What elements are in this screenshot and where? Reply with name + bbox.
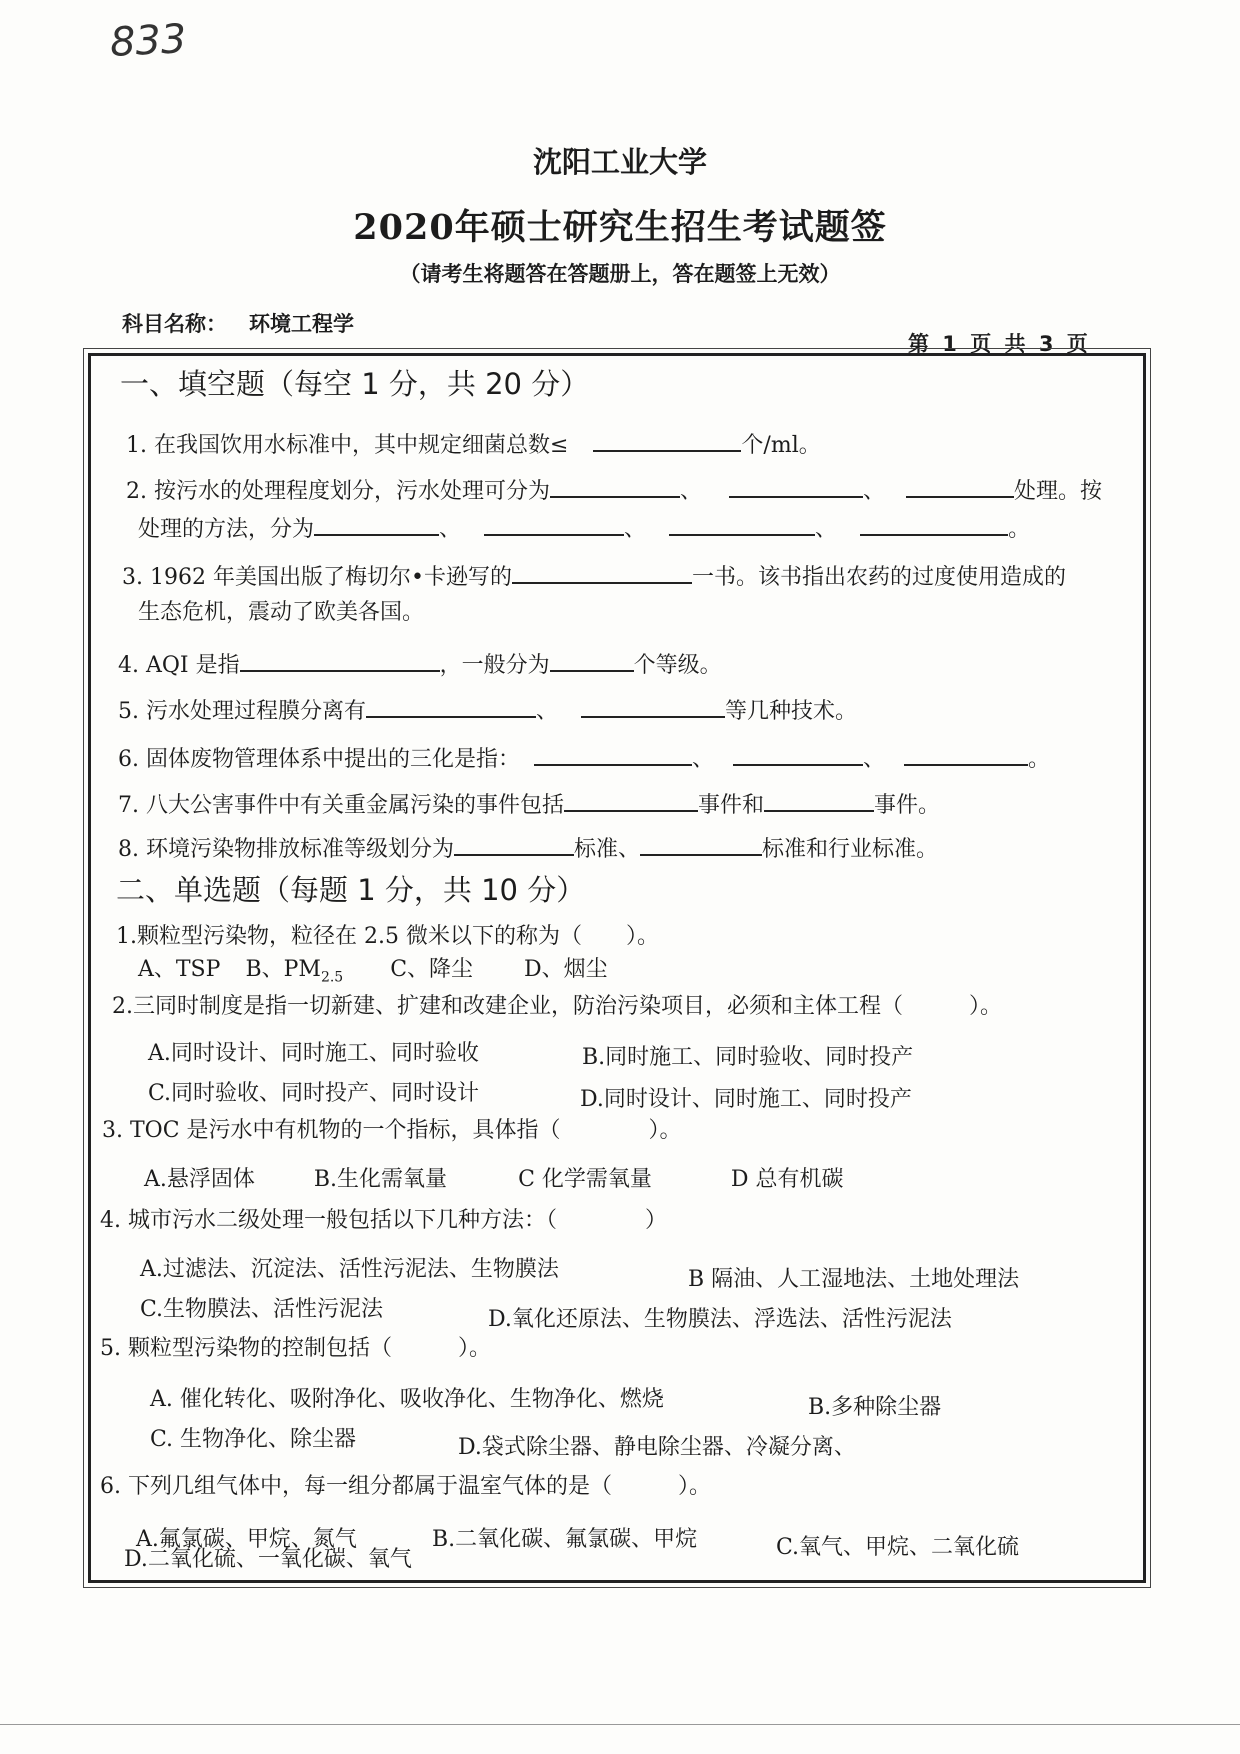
answer-blank	[564, 788, 698, 812]
option-a: A、TSP	[138, 957, 221, 982]
s2q6-option-d: D.二氧化硫、一氧化碳、氧气	[124, 1547, 412, 1572]
s2q2-option-a: A.同时设计、同时施工、同时验收	[148, 1041, 479, 1066]
s1q2-end: 。	[1008, 517, 1031, 542]
s1q6-sep: 、	[863, 747, 886, 772]
answer-blank	[764, 788, 874, 812]
s1q7-text: 7. 八大公害事件中有关重金属污染的事件包括	[118, 793, 564, 818]
subject-value: 环境工程学	[249, 312, 354, 336]
answer-blank	[484, 512, 624, 536]
s2q6-option-c: C.氧气、甲烷、二氧化硫	[776, 1535, 1020, 1560]
s1q2-sep: 、	[680, 479, 703, 504]
university-name: 沈阳工业大学	[532, 145, 707, 179]
s1q4-text: 4. AQI 是指	[118, 653, 240, 678]
s1-question-5	[118, 694, 857, 725]
option-c: C、降尘	[390, 957, 474, 982]
s1q4-text: 个等级。	[633, 653, 722, 678]
s2q4-option-a: A.过滤法、沉淀法、活性污泥法、生物膜法	[140, 1257, 559, 1282]
s1q8-text: 8. 环境污染物排放标准等级划分为	[118, 837, 454, 862]
s1q2-text: 处理的方法，分为	[138, 517, 315, 542]
s1q5-text: 5. 污水处理过程膜分离有	[118, 699, 366, 724]
handwritten-code: 833	[108, 16, 188, 66]
option-d: D、烟尘	[524, 957, 608, 982]
s1-question-7	[118, 788, 940, 819]
s1-question-3-cont: 生态危机，震动了欧美各国。	[138, 600, 425, 625]
answer-blank	[729, 474, 863, 498]
s1q7-text: 事件和	[698, 793, 765, 818]
answer-blank	[454, 832, 574, 856]
s2q3-options	[144, 1162, 844, 1193]
s1q6-sep: 、	[692, 747, 715, 772]
option-c: C 化学需氧量	[518, 1167, 652, 1192]
s1-question-2	[126, 474, 1102, 505]
s1q2-sep: 、	[815, 517, 838, 542]
s1-question-4	[118, 648, 722, 679]
option-a: A.悬浮固体	[144, 1167, 255, 1192]
s2q2-option-b: B.同时施工、同时验收、同时投产	[582, 1045, 914, 1070]
answer-blank	[314, 512, 439, 536]
s1q8-text: 标准、	[574, 837, 641, 862]
s1q6-text: 6. 固体废物管理体系中提出的三化是指：	[118, 747, 520, 772]
s2-question-1: 1.颗粒型污染物，粒径在 2.5 微米以下的称为（ ）。	[116, 924, 659, 949]
s2-question-4: 4. 城市污水二级处理一般包括以下几种方法：（ ）	[100, 1208, 667, 1233]
s1q2-text-end: 处理。按	[1014, 479, 1103, 504]
s1q2-sep: 、	[439, 517, 462, 542]
option-b-subscript: 2.5	[320, 969, 344, 986]
s1-question-8	[118, 832, 938, 863]
s2q5-option-d: D.袋式除尘器、静电除尘器、冷凝分离、	[458, 1435, 856, 1460]
s1q1-unit: 个/ml。	[741, 433, 821, 458]
s1q3-text: 3. 1962 年美国出版了梅切尔•卡逊写的	[122, 565, 512, 590]
s2q1-options	[138, 952, 608, 985]
s1-question-1	[126, 428, 821, 459]
s2q6-option-b: B.二氧化碳、氟氯碳、甲烷	[432, 1527, 698, 1552]
s1q2-text: 2. 按污水的处理程度划分，污水处理可分为	[126, 479, 550, 504]
s2q5-option-c: C. 生物净化、除尘器	[150, 1427, 357, 1452]
option-d: D 总有机碳	[730, 1167, 844, 1192]
answer-blank	[669, 512, 815, 536]
answer-blank	[906, 474, 1014, 498]
subject-label: 科目名称：	[122, 312, 227, 336]
s1-question-3	[122, 560, 1066, 591]
s1q7-text: 事件。	[874, 793, 941, 818]
s1q2-sep: 、	[624, 517, 647, 542]
s2-question-2: 2.三同时制度是指一切新建、扩建和改建企业，防治污染项目，必须和主体工程（ ）。	[112, 994, 1002, 1019]
s1-question-2-cont	[138, 512, 1030, 543]
s1q1-text: 1. 在我国饮用水标准中，其中规定细菌总数≤	[126, 433, 569, 458]
s1-question-6	[118, 742, 1050, 773]
exam-note: （请考生将题答在答题册上，答在题签上无效）	[399, 261, 841, 286]
s2q4-option-c: C.生物膜法、活性污泥法	[140, 1297, 384, 1322]
s2q6-option-a: A.氟氯碳、甲烷、氮气	[136, 1527, 357, 1552]
answer-blank	[593, 428, 741, 452]
s1q6-end: 。	[1028, 747, 1051, 772]
option-b: B.生化需氧量	[313, 1167, 448, 1192]
option-b-text: B、PM	[245, 957, 321, 982]
s1q5-sep: 、	[535, 699, 558, 724]
scan-edge-line	[0, 1724, 1240, 1725]
s1q5-text: 等几种技术。	[725, 699, 858, 724]
option-b	[245, 957, 344, 986]
answer-blank	[240, 648, 440, 672]
answer-blank	[534, 742, 692, 766]
answer-blank	[860, 512, 1008, 536]
s2-question-3: 3. TOC 是污水中有机物的一个指标，具体指（ ）。	[102, 1118, 682, 1143]
s1q3-text: 一书。该书指出农药的过度使用造成的	[691, 565, 1066, 590]
s1q4-text: ，一般分为	[439, 653, 550, 678]
s2-question-6: 6. 下列几组气体中，每一组分都属于温室气体的是（ ）。	[100, 1474, 711, 1499]
exam-title: 2020年硕士研究生招生考试题签	[353, 207, 887, 248]
s2q5-option-a: A. 催化转化、吸附净化、吸收净化、生物净化、燃烧	[150, 1387, 664, 1412]
s2-question-5: 5. 颗粒型污染物的控制包括（ ）。	[100, 1336, 491, 1361]
section1-heading: 一、填空题（每空 1 分，共 20 分）	[120, 367, 590, 401]
subject-line	[122, 308, 376, 338]
s1q2-sep: 、	[863, 479, 886, 504]
page-info: 第 1 页 共 3 页	[908, 332, 1091, 356]
s1q8-text: 标准和行业标准。	[762, 837, 939, 862]
answer-blank	[550, 474, 680, 498]
s2q4-option-b: B 隔油、人工湿地法、土地处理法	[688, 1267, 1020, 1292]
answer-blank	[366, 694, 536, 718]
s2q2-option-c: C.同时验收、同时投产、同时设计	[148, 1081, 480, 1106]
section2-heading: 二、单选题（每题 1 分，共 10 分）	[116, 873, 586, 907]
answer-blank	[904, 742, 1028, 766]
s2q2-option-d: D.同时设计、同时施工、同时投产	[580, 1087, 912, 1112]
answer-blank	[550, 648, 634, 672]
answer-blank	[512, 560, 692, 584]
answer-blank	[581, 694, 725, 718]
answer-blank	[640, 832, 762, 856]
answer-blank	[733, 742, 863, 766]
s2q4-option-d: D.氧化还原法、生物膜法、浮选法、活性污泥法	[488, 1307, 952, 1332]
s2q5-option-b: B.多种除尘器	[808, 1395, 942, 1420]
